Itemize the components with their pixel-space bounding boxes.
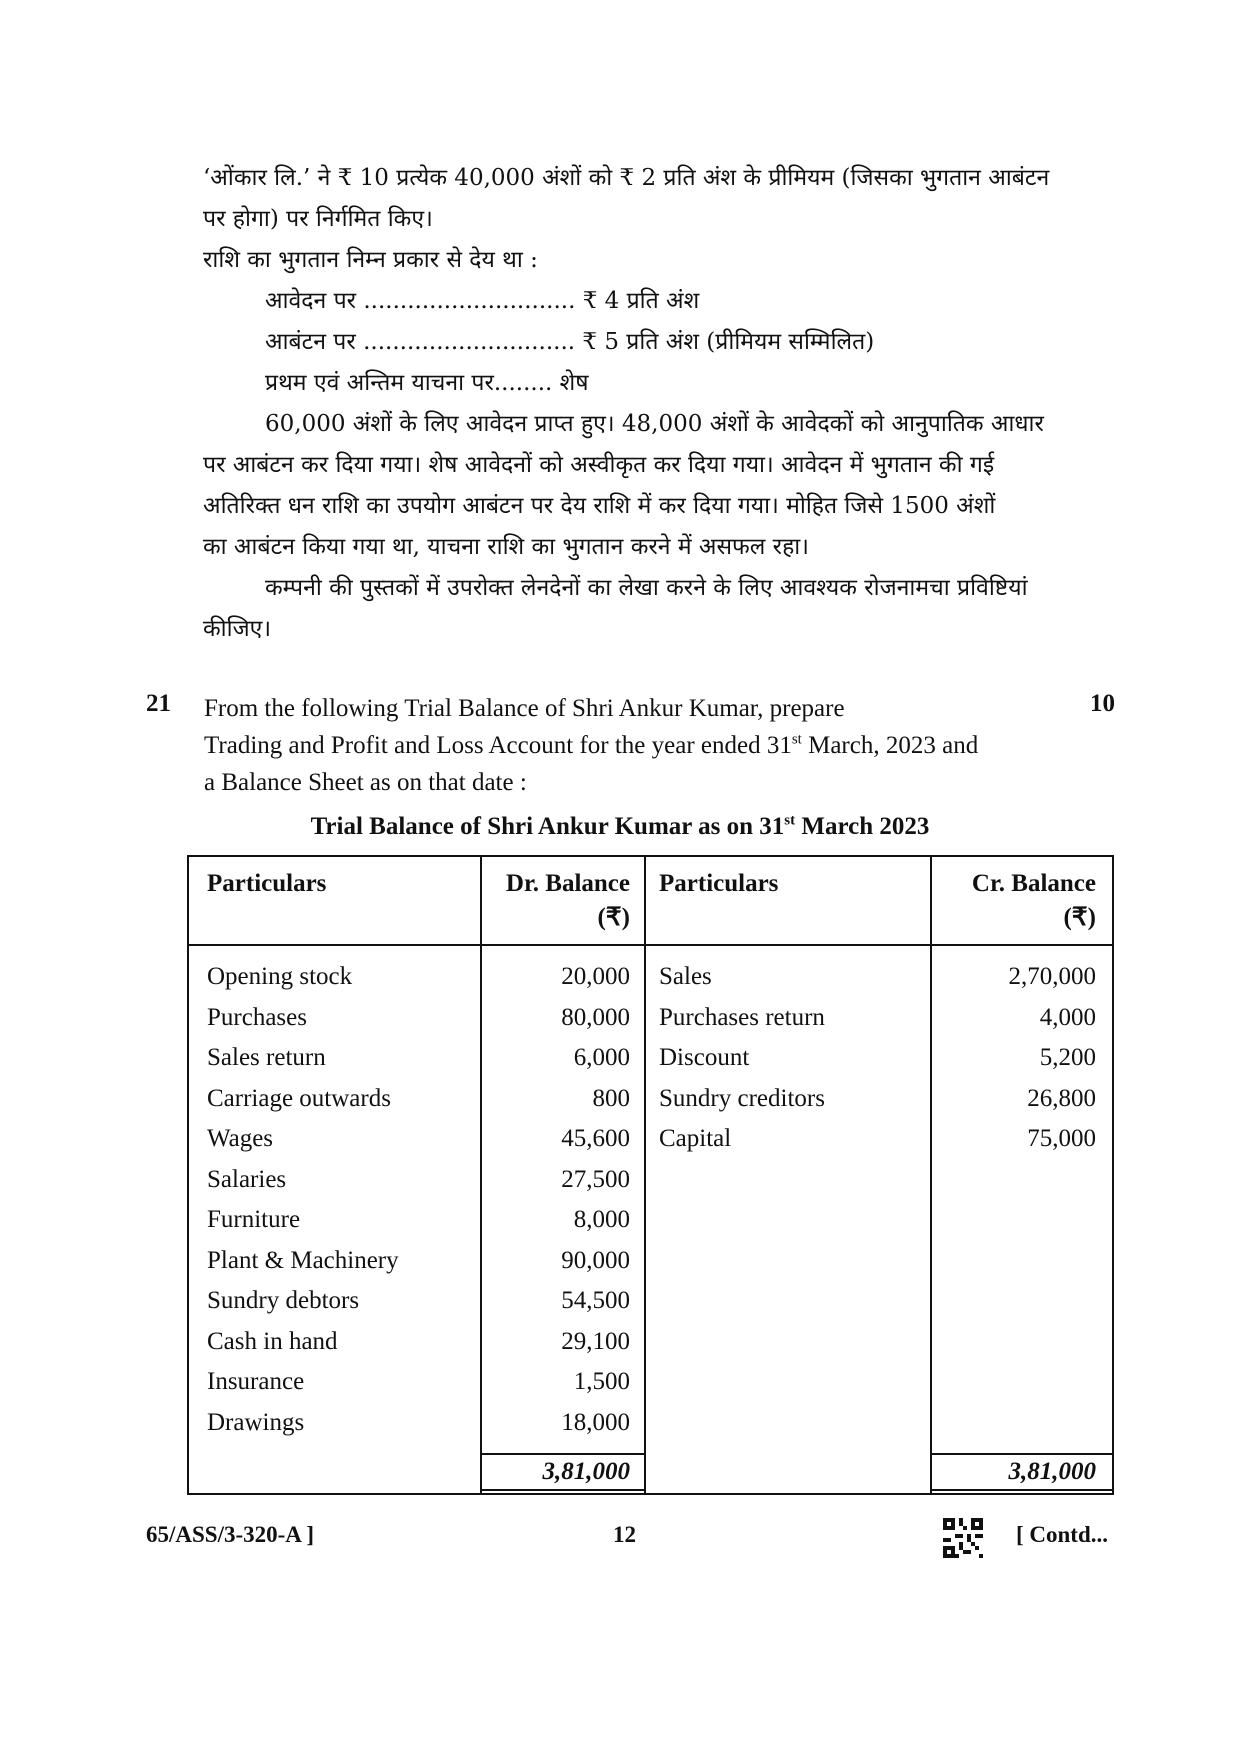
table-cell: 54,500: [561, 1287, 630, 1314]
table-cell: 18,000: [561, 1408, 630, 1436]
table-cell: Carriage outwards: [207, 1084, 391, 1112]
table-cell: Insurance: [207, 1368, 305, 1395]
table-cell: 27,500: [561, 1165, 630, 1193]
table-cell: Salaries: [207, 1165, 287, 1193]
header-cr-balance-label: Cr. Balance: [971, 870, 1096, 897]
title-text-start: Trial Balance of Shri Ankur Kumar as on 31: [310, 813, 785, 840]
table-cell: Sales return: [207, 1044, 326, 1071]
table-cell: 90,000: [561, 1246, 630, 1274]
table-cell: Capital: [659, 1125, 732, 1152]
qr-code-icon: [943, 1518, 983, 1558]
hindi-para-line-4: का आबंटन किया गया था, याचना राशि का भुगतान करने में असफल रहा।: [203, 534, 809, 560]
paper-code: 65/ASS/3-320-A ]: [146, 1522, 315, 1547]
total-double-rule: [932, 1489, 1114, 1491]
table-cell: 29,100: [561, 1327, 630, 1355]
page-number: 12: [613, 1522, 636, 1547]
table-cell: 20,000: [561, 963, 630, 990]
hindi-instruction-line-2: कीजिए।: [203, 616, 272, 642]
header-dr-balance-unit: (₹): [597, 904, 630, 931]
table-cell: 6,000: [573, 1044, 630, 1071]
table-cell: 75,000: [1027, 1125, 1096, 1152]
hindi-on-allotment: आबंटन पर ............................. ₹ 5 प्रति अंश (प्रीमियम सम्मिलित): [265, 329, 875, 355]
header-divider: [189, 944, 1112, 946]
credit-particulars-column: [659, 957, 924, 1160]
question-line-1: From the following Trial Balance of Shri Ankur Kumar, prepare: [204, 695, 845, 722]
table-cell: Opening stock: [207, 963, 353, 990]
continued-label: [ Contd...: [1016, 1522, 1109, 1547]
hindi-para-line-1: 60,000 अंशों के लिए आवेदन प्राप्त हुए। 48,000 अंशों के आवेदकों को आनुपातिक आधार: [265, 411, 1044, 437]
table-cell: 1,500: [573, 1368, 630, 1395]
hindi-on-call: प्रथम एवं अन्तिम याचना पर........ शेष: [265, 370, 589, 396]
credit-amount-column: [932, 957, 1096, 1160]
question-line-2: [204, 727, 1060, 764]
trial-balance-table: [187, 855, 1114, 1495]
question-number: 21: [146, 690, 171, 717]
table-cell: Furniture: [207, 1206, 301, 1233]
table-cell: Purchases return: [659, 1003, 825, 1031]
question-line-2-superscript: st: [791, 731, 802, 748]
title-text-end: March 2023: [795, 813, 930, 840]
cr-total: 3,81,000: [1008, 1458, 1096, 1485]
table-cell: 80,000: [561, 1003, 630, 1031]
table-cell: Cash in hand: [207, 1327, 338, 1355]
table-cell: 26,800: [1027, 1084, 1096, 1112]
header-dr-balance: [482, 867, 630, 935]
table-cell: Sales: [659, 963, 712, 990]
question-marks: 10: [1090, 690, 1115, 717]
table-cell: 8,000: [573, 1206, 630, 1233]
hindi-para-line-3: अतिरिक्त धन राशि का उपयोग आबंटन पर देय राशि में कर दिया गया। मोहित जिसे 1500 अंशों: [203, 493, 996, 519]
hindi-para-line-2: पर आबंटन कर दिया गया। शेष आवेदनों को अस्वीकृत कर दिया गया। आवेदन में भुगतान की गई: [203, 452, 995, 478]
table-cell: Wages: [207, 1125, 274, 1152]
table-cell: Discount: [659, 1044, 750, 1071]
question-text: [204, 690, 1060, 801]
header-cr-balance: [932, 867, 1096, 935]
table-cell: 5,200: [1039, 1044, 1096, 1071]
title-superscript: st: [784, 812, 796, 829]
table-cell: Plant & Machinery: [207, 1246, 399, 1274]
debit-amount-column: [482, 957, 630, 1443]
hindi-payment-heading: राशि का भुगतान निम्न प्रकार से देय था :: [203, 247, 538, 273]
table-cell: 800: [592, 1084, 630, 1112]
hindi-on-application: आवेदन पर ............................. ₹ 4 प्रति अंश: [265, 288, 700, 314]
table-cell: Sundry debtors: [207, 1287, 360, 1314]
header-cr-particulars: Particulars: [659, 870, 779, 897]
total-double-rule: [482, 1489, 644, 1491]
table-cell: Drawings: [207, 1408, 305, 1436]
header-cr-balance-unit: (₹): [1063, 904, 1096, 931]
header-dr-particulars: Particulars: [207, 870, 327, 897]
debit-particulars-column: [207, 957, 477, 1443]
column-divider: [930, 857, 932, 1493]
trial-balance-title: [0, 813, 1240, 841]
table-cell: Sundry creditors: [659, 1084, 825, 1112]
table-cell: 2,70,000: [1008, 963, 1096, 990]
hindi-intro-line-2: पर होगा) पर निर्गमित किए।: [203, 206, 433, 232]
question-line-2-end: March, 2023 and: [801, 732, 979, 759]
hindi-instruction-line-1: कम्पनी की पुस्तकों में उपरोक्त लेनदेनों का लेखा करने के लिए आवश्यक रोजनामचा प्रविष्टियां: [265, 575, 1028, 601]
total-rule: [482, 1453, 644, 1455]
table-cell: 4,000: [1039, 1003, 1096, 1031]
question-line-3: a Balance Sheet as on that date :: [204, 769, 527, 796]
question-line-2-start: Trading and Profit and Loss Account for the year ended 31: [204, 732, 792, 759]
total-rule: [932, 1453, 1114, 1455]
table-cell: 45,600: [561, 1125, 630, 1152]
hindi-question-passage: [203, 158, 1060, 650]
table-cell: Purchases: [207, 1003, 307, 1031]
hindi-intro-line-1: ‘ओंकार लि.’ ने ₹ 10 प्रत्येक 40,000 अंशों को ₹ 2 प्रति अंश के प्रीमियम (जिसका भुगतान आबंटन: [203, 165, 1050, 191]
column-divider: [644, 857, 646, 1493]
header-dr-balance-label: Dr. Balance: [505, 870, 630, 897]
dr-total: 3,81,000: [542, 1458, 630, 1485]
